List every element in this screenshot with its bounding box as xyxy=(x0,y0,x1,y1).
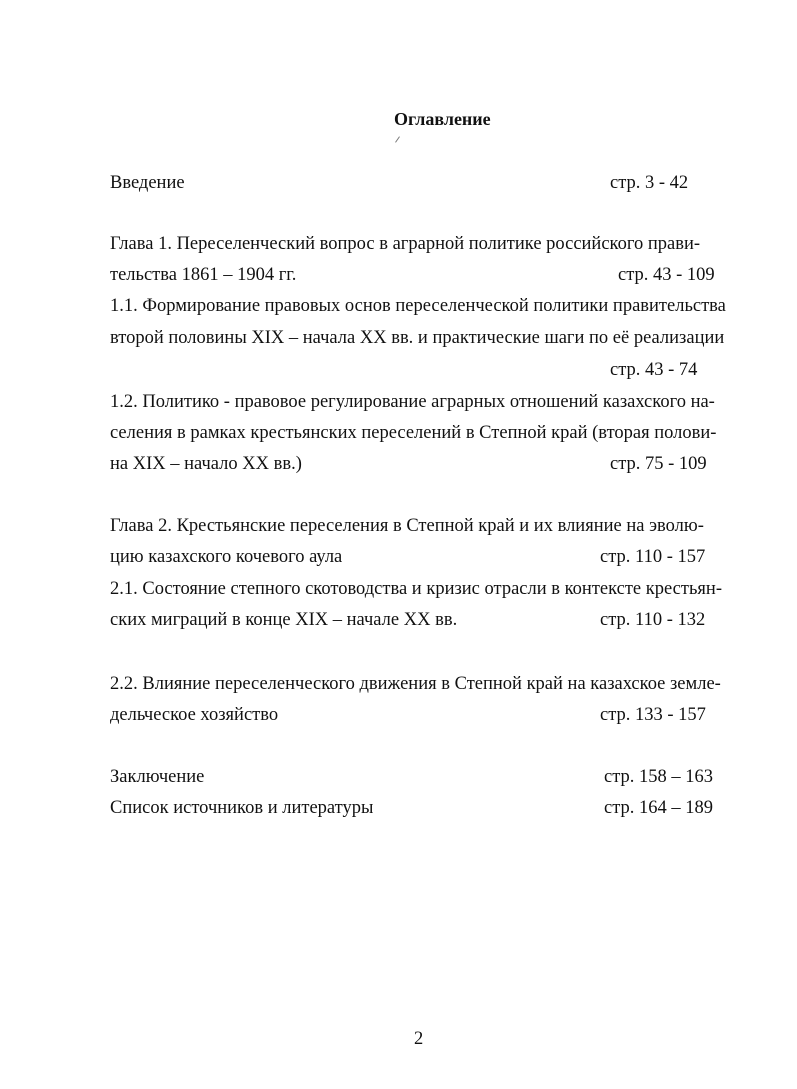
toc-entry-pages: стр. 110 - 157 xyxy=(600,547,706,567)
toc-entry-pages: стр. 133 - 157 xyxy=(600,705,706,725)
toc-entry-pages: стр. 158 – 163 xyxy=(604,767,714,787)
toc-entry-title-line: тельства 1861 – 1904 гг. xyxy=(110,265,297,285)
toc-entry-title-line: цию казахского кочевого аула xyxy=(110,547,343,567)
toc-entry-pages: стр. 43 - 74 xyxy=(610,360,698,380)
toc-entry-title-line: селения в рамках крестьянских переселений в Степной край (вторая полови- xyxy=(110,423,717,443)
toc-entry-title-line: 1.1. Формирование правовых основ переселенческой политики правительства xyxy=(110,296,726,316)
toc-entry-title-line: на XIX – начало XX вв.) xyxy=(110,454,302,474)
page-title: Оглавление xyxy=(394,109,491,129)
toc-entry-title-line: 2.2. Влияние переселенческого движения в Степной край на казахское земле- xyxy=(110,674,721,694)
toc-entry-pages: стр. 164 – 189 xyxy=(604,798,714,818)
toc-entry-pages: стр. 75 - 109 xyxy=(610,454,707,474)
toc-entry-pages: стр. 110 - 132 xyxy=(600,610,706,630)
pen-mark xyxy=(395,136,400,142)
toc-entry-pages: стр. 43 - 109 xyxy=(618,265,715,285)
toc-entry-title-line: дельческое хозяйство xyxy=(110,705,279,725)
toc-entry-title-line: второй половины XIX – начала XX вв. и практические шаги по её реализации xyxy=(110,328,725,348)
toc-entry-pages: стр. 3 - 42 xyxy=(610,173,689,193)
toc-entry-title-line: Список источников и литературы xyxy=(110,798,374,818)
toc-entry-title-line: Глава 2. Крестьянские переселения в Степной край и их влияние на эволю- xyxy=(110,516,704,536)
toc-entry-title-line: 2.1. Состояние степного скотоводства и кризис отрасли в контексте крестьян- xyxy=(110,579,722,599)
toc-entry-title-line: Глава 1. Переселенческий вопрос в аграрной политике российского прави- xyxy=(110,234,701,254)
toc-entry-title-line: 1.2. Политико - правовое регулирование аграрных отношений казахского на- xyxy=(110,392,715,412)
toc-entry-title-line: Заключение xyxy=(110,767,205,787)
page-number: 2 xyxy=(414,1029,424,1049)
toc-entry-title-line: Введение xyxy=(110,173,185,193)
toc-entry-title-line: ских миграций в конце XIX – начале XX вв. xyxy=(110,610,458,630)
